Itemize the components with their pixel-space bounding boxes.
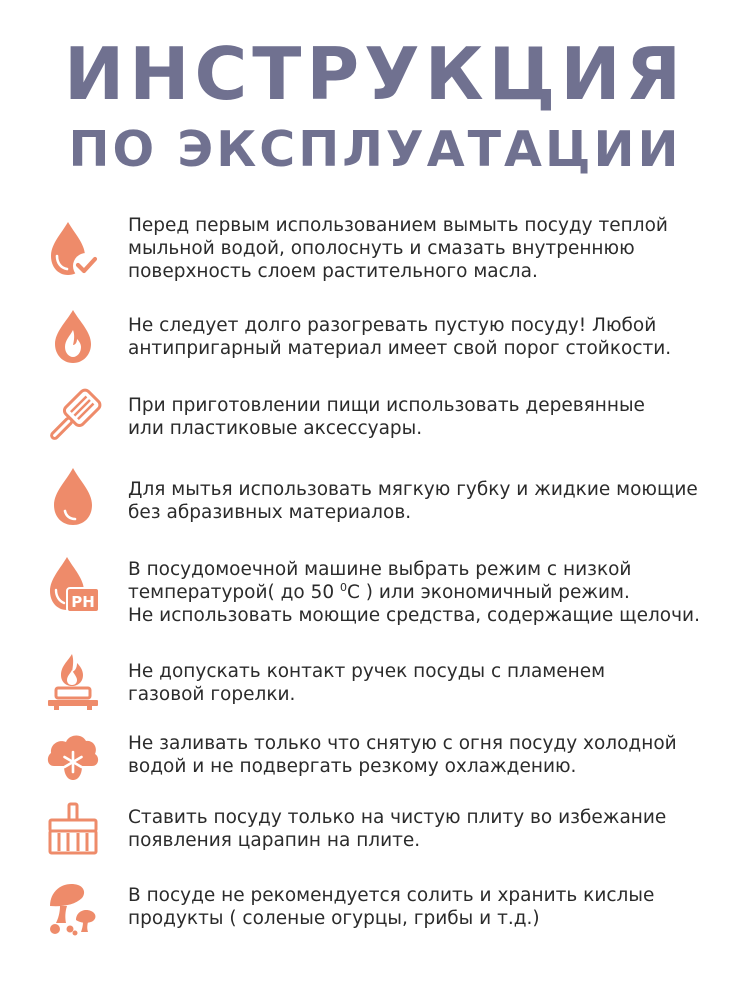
instruction-text: [128, 732, 732, 778]
instruction-line: В посудомоечной машине выбрать режим с низкой: [128, 559, 632, 580]
page-subtitle: ПО ЭКСПЛУАТАЦИИ: [68, 121, 682, 178]
instruction-item-washing: [0, 466, 750, 528]
instruction-line: Ставить посуду только на чистую плиту во избежание: [128, 807, 667, 828]
instruction-item-dishwasher: [0, 550, 750, 626]
instruction-line: В посуде не рекомендуется солить и хранить кислые: [128, 885, 655, 906]
instruction-line: мыльной водой, ополоснуть и смазать внутреннюю: [128, 238, 635, 259]
instruction-text: [128, 806, 732, 852]
instruction-item-acidic-food: [0, 876, 750, 938]
instruction-line: появления царапин на плите.: [128, 830, 421, 851]
instruction-line: Для мытья использовать мягкую губку и жидкие моющие: [128, 479, 698, 500]
spatula-icon: [42, 386, 104, 448]
instruction-text: [128, 314, 732, 360]
instruction-line: газовой горелки.: [128, 684, 296, 705]
instruction-line: Не допускать контакт ручек посуды с пламенем: [128, 661, 606, 682]
instruction-line-part: С ) или экономичный режим.: [347, 582, 630, 603]
instruction-line: Не следует долго разогревать пустую посуду! Любой: [128, 315, 657, 336]
mushrooms-icon: [42, 876, 104, 938]
instruction-line-part: температурой( до 50: [128, 582, 340, 603]
instruction-line: продукты ( соленые огурцы, грибы и т.д.): [128, 908, 540, 929]
gas-burner-flame-icon: [42, 650, 104, 712]
instruction-line: или пластиковые аксессуары.: [128, 418, 423, 439]
cooling-snowflake-icon: [42, 724, 104, 786]
ph-drop-icon: [42, 554, 104, 616]
cooktop-brush-icon: [42, 802, 104, 864]
water-drop-check-icon: [42, 218, 104, 280]
degree-superscript: 0: [340, 581, 347, 594]
instruction-item-prewash: [0, 212, 750, 282]
instruction-text: [128, 660, 732, 706]
instruction-item-clean-cooktop: [0, 796, 750, 858]
instruction-line: [128, 581, 732, 604]
page-title: ИНСТРУКЦИЯ: [63, 32, 687, 116]
instruction-text: [128, 558, 732, 627]
instruction-line: поверхность слоем растительного масла.: [128, 261, 538, 282]
instruction-line: При приготовлении пищи использовать деревянные: [128, 395, 645, 416]
instruction-text: [128, 884, 732, 930]
instruction-line: Не использовать моющие средства, содержащие щелочи.: [128, 605, 700, 626]
instruction-item-no-cold-water: [0, 722, 750, 784]
flame-drop-icon: [42, 306, 104, 368]
instruction-item-utensils: [0, 386, 750, 448]
instruction-line: Не заливать только что снятую с огня посуду холодной: [128, 733, 677, 754]
instruction-line: без абразивных материалов.: [128, 502, 412, 523]
ph-label: PH: [71, 593, 95, 611]
instruction-text: [128, 478, 732, 524]
instruction-text: [128, 214, 732, 283]
instruction-line: водой и не подвергать резкому охлаждению.: [128, 756, 577, 777]
instruction-text: [128, 394, 732, 440]
instruction-item-gas-burner: [0, 648, 750, 710]
instruction-line: антипригарный материал имеет свой порог стойкости.: [128, 338, 672, 359]
instruction-line: Перед первым использованием вымыть посуду теплой: [128, 215, 668, 236]
water-drop-icon: [42, 466, 104, 528]
instruction-item-no-empty-heating: [0, 306, 750, 368]
